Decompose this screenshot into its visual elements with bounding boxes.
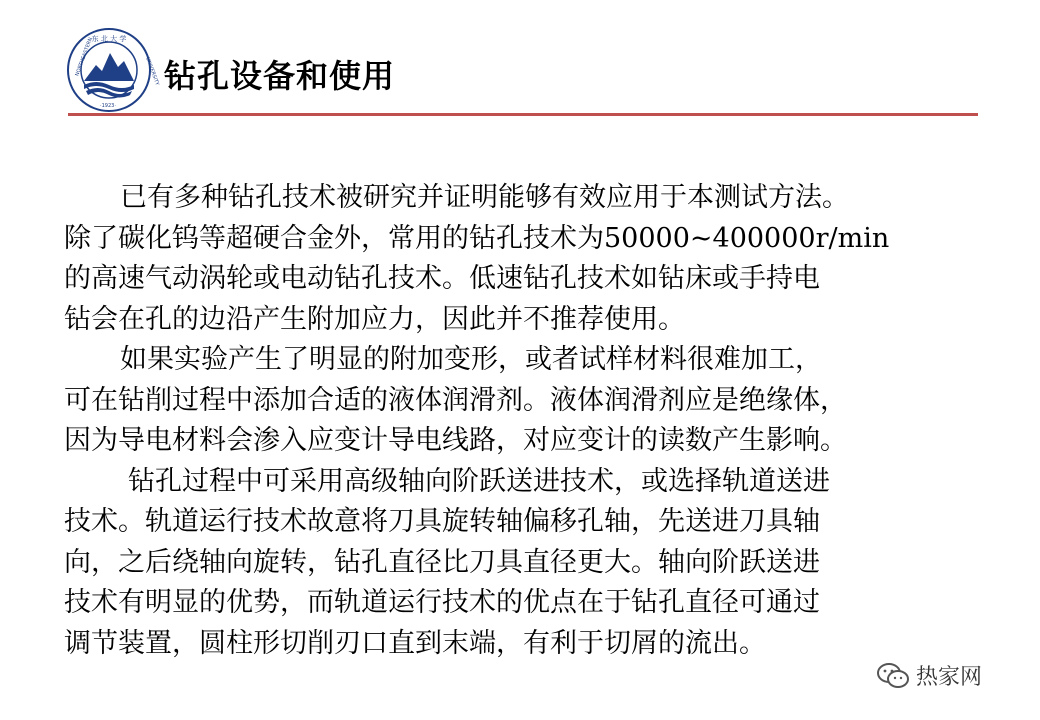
paragraph-3-line-2: 技术。轨道运行技术故意将刀具旋转轴偏移孔轴，先送进刀具轴 [64,506,820,537]
title-divider [68,113,978,116]
paragraph-3-line-5: 调节装置，圆柱形切削刃口直到末端，有利于切屑的流出。 [64,627,766,659]
paragraph-2-line-1: 如果实验产生了明显的附加变形，或者试样材料很难加工， [120,344,822,375]
paragraph-3-line-4: 技术有明显的优势，而轨道运行技术的优点在于钻孔直径可通过 [64,587,820,618]
paragraph-1-line-4: 钻会在孔的边沿产生附加应力，因此并不推荐使用。 [64,303,685,335]
svg-text:UNIVERSITY: UNIVERSITY [144,56,160,87]
wechat-icon [876,662,910,690]
paragraph-3-line-1: 钻孔过程中可采用高级轴向阶跃送进技术，或选择轨道送进 [128,465,830,497]
svg-text:NORTHEASTERN: NORTHEASTERN [74,36,94,78]
paragraph-1-line-3: 的高速气动涡轮或电动钻孔技术。低速钻孔技术如钻床或手持电 [64,263,820,294]
slide-title: 钻孔设备和使用 [164,57,396,95]
watermark [876,660,982,691]
paragraph-1-line-2: 除了碳化钨等超硬合金外，常用的钻孔技术为50000~400000r/min [64,222,890,254]
university-logo [66,27,160,113]
paragraph-2-line-3: 因为导电材料会渗入应变计导电线路，对应变计的读数产生影响。 [64,425,847,456]
logo-top-text: 东 北 大 学 [91,35,127,43]
paragraph-1-line-1: 已有多种钻孔技术被研究并证明能够有效应用于本测试方法。 [120,182,849,213]
slide-body [64,178,984,664]
svg-text:·1923·: ·1923· [100,103,116,109]
paragraph-3-line-3: 向，之后绕轴向旋转，钻孔直径比刀具直径更大。轴向阶跃送进 [64,546,820,578]
paragraph-2-line-2: 可在钻削过程中添加合适的液体润滑剂。液体润滑剂应是绝缘体， [64,384,847,416]
watermark-text: 热家网 [916,665,983,690]
